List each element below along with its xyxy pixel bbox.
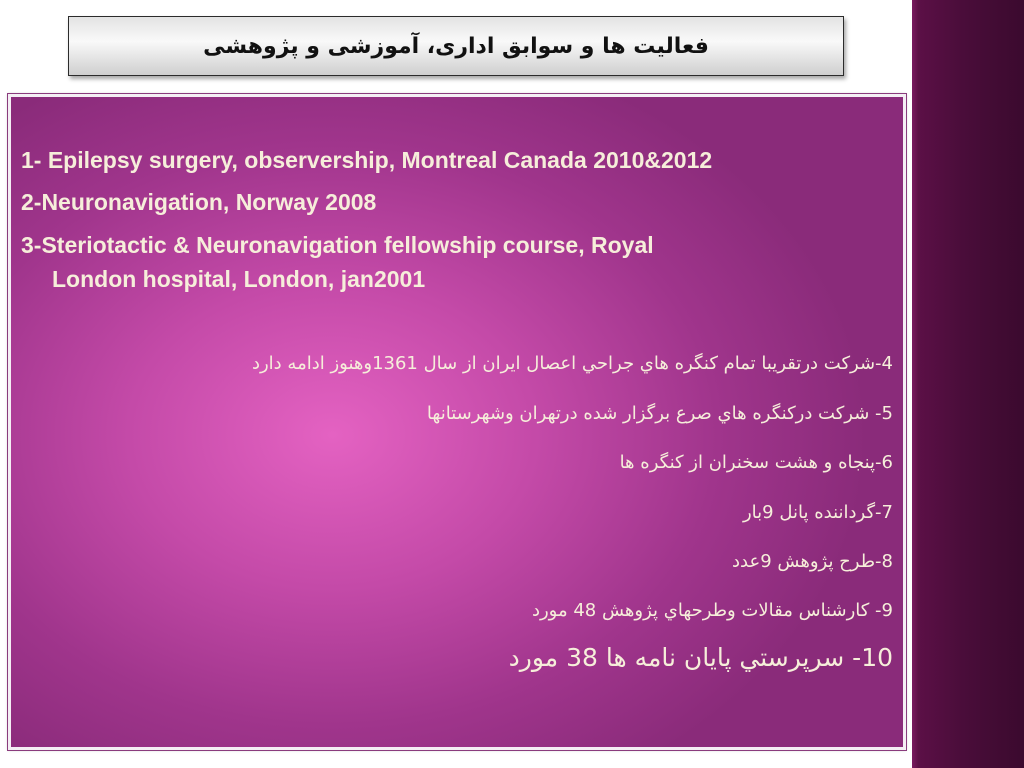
persian-item-5: 5- شركت دركنگره هاي صرع برگزار شده درتهران وشهرستانها <box>426 403 893 424</box>
persian-item-4: 4-شركت درتقريبا تمام كنگره هاي جراحي اعصال ايران از سال 1361وهنوز ادامه دارد <box>251 353 893 374</box>
decorative-side-band <box>912 0 1024 768</box>
english-item-2: 2-Neuronavigation, Norway 2008 <box>21 189 377 215</box>
english-item-3-continuation: London hospital, London, jan2001 <box>52 266 426 292</box>
content-panel <box>8 94 906 750</box>
slide-title: فعالیت ها و سوابق اداری، آموزشی و پژوهشی <box>203 33 709 59</box>
english-item-3: 3-Steriotactic & Neuronavigation fellowship course, Royal <box>21 232 654 258</box>
persian-item-10: 10- سرپرستي پايان نامه ها 38 مورد <box>508 643 893 672</box>
persian-item-9: 9- كارشناس مقالات وطرحهاي پژوهش 48 مورد <box>531 600 893 621</box>
persian-item-6: 6-پنجاه و هشت سخنران از كنگره ها <box>619 452 893 473</box>
persian-item-7: 7-گرداننده پانل 9بار <box>742 502 893 523</box>
persian-item-8: 8-طرح پژوهش 9عدد <box>731 551 893 572</box>
english-item-1: 1- Epilepsy surgery, observership, Montreal Canada 2010&2012 <box>21 147 713 173</box>
slide-title-box <box>68 16 844 76</box>
